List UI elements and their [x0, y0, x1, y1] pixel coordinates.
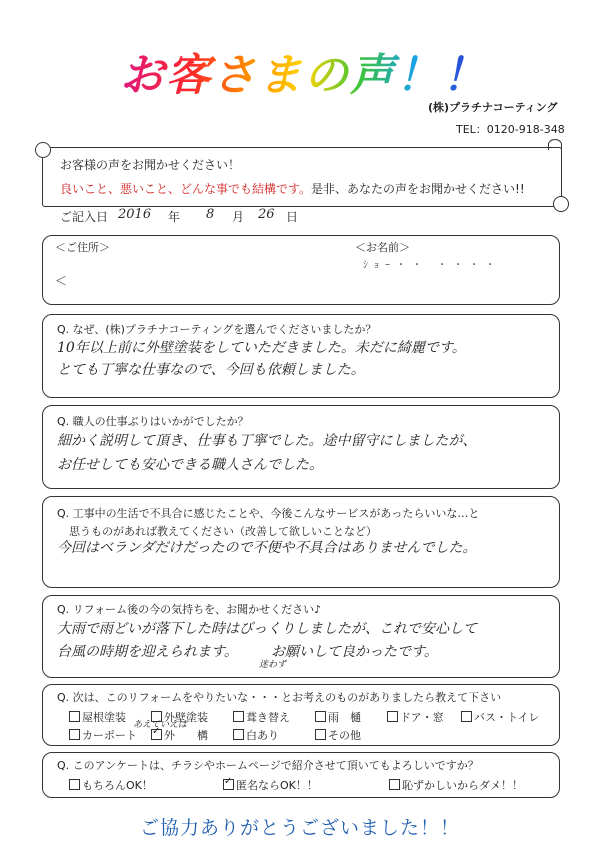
page-title: お客さまの声！！ [120, 46, 520, 106]
checkbox-icon[interactable] [233, 729, 244, 740]
intro-line-1: お客様の声をお聞かせください！ [60, 158, 241, 172]
question-4-box [42, 595, 560, 678]
option-other[interactable]: その他 [315, 727, 361, 743]
question-6-box [42, 752, 560, 798]
checkbox-icon[interactable] [69, 711, 80, 722]
question-4: Q. リフォーム後の今の気持ちを、お聞かせください♪ [57, 603, 322, 616]
answer-1-line-1: 10年以上前に外壁塗装をしていただきました。未だに綺麗です。 [57, 340, 466, 356]
checked-checkbox-icon[interactable] [151, 729, 162, 740]
checkbox-icon[interactable] [387, 711, 398, 722]
intro-highlight: 良いこと、悪いこと、どんな事でも結構です。 [60, 182, 312, 196]
customer-info-box [42, 235, 560, 305]
option-roof-painting[interactable]: 屋根塗装 [69, 709, 126, 725]
phone-number: TEL：0120-918-348 [456, 123, 565, 136]
question-3-line-2: 思うものがあれば教えてください（改善して欲しいことなど） [69, 525, 377, 538]
option-no[interactable]: 恥ずかしいからダメ！！ [389, 777, 523, 793]
checkbox-icon[interactable] [315, 729, 326, 740]
name-value: ｼｮｰ・・ ・・・・ [363, 260, 502, 271]
address-value: ＜ [55, 274, 68, 288]
name-label: ＜お名前＞ [355, 241, 410, 254]
option-exterior[interactable]: ✓ 外 構 [151, 727, 208, 743]
date-day-unit: 日 [286, 210, 299, 224]
option-carport[interactable]: カーポート [69, 727, 137, 743]
answer-4-insertion-note: 迷わず [259, 660, 287, 670]
option-reroofing[interactable]: 葺き替え [233, 709, 290, 725]
scroll-curl [548, 139, 562, 150]
question-1: Q. なぜ、(株)プラチナコーティングを選んでくださいましたか？ [57, 323, 377, 336]
question-3-line-1: Q. 工事中の生活で不具合に感じたことや、今後こんなサービスがあったらいいな…と [57, 507, 480, 520]
date-year-unit: 年 [168, 210, 181, 224]
answer-4-line-2b: お願いして良かったです。 [271, 644, 438, 660]
question-1-box [42, 314, 560, 398]
checkbox-icon[interactable] [461, 711, 472, 722]
answer-4-line-2a: 台風の時期を迎えられます。 [57, 644, 238, 660]
option-termite[interactable]: 白あり [233, 727, 279, 743]
question-5: Q. 次は、このリフォームをやりたいな・・・とお考えのものがありましたら教えて下さい [57, 691, 502, 704]
answer-4-line-1: 大雨で雨どいが落下した時はびっくりしましたが、これで安心して [57, 621, 477, 637]
date-month-unit: 月 [232, 210, 245, 224]
option-note: あえていえば [133, 720, 188, 730]
question-5-box [42, 684, 560, 746]
checkbox-icon[interactable] [233, 711, 244, 722]
checkbox-icon[interactable] [389, 779, 400, 790]
checkbox-icon[interactable] [315, 711, 326, 722]
date-label: ご記入日 [60, 210, 109, 224]
option-anonymous-ok[interactable]: ✓ 匿名ならOK！！ [223, 777, 318, 793]
answer-2-line-2: お任せしても安心できる職人さんでした。 [57, 457, 323, 473]
question-2-box [42, 405, 560, 489]
option-wall-painting[interactable]: 外壁塗装 [151, 709, 208, 725]
checkbox-icon[interactable] [69, 779, 80, 790]
option-ok[interactable]: もちろんOK！ [69, 777, 153, 793]
option-bath-toilet[interactable]: バス・トイレ [461, 709, 539, 725]
intro-request: 是非、あなたの声をお聞かせください!! [311, 182, 525, 196]
answer-3-line-1: 今回はベランダだけだったので不便や不具合はありませんでした。 [57, 540, 477, 556]
checked-checkbox-icon[interactable] [223, 779, 234, 790]
company-name: (株)プラチナコーティング [428, 101, 558, 114]
answer-2-line-1: 細かく説明して頂き、仕事も丁寧でした。途中留守にしましたが、 [57, 433, 477, 449]
date-year: 2016 [118, 207, 152, 222]
thank-you-message: ご協力ありがとうございました！！ [139, 817, 460, 839]
checkbox-icon[interactable] [69, 729, 80, 740]
question-2: Q. 職人の仕事ぶりはいかがでしたか？ [57, 415, 249, 428]
option-gutter[interactable]: 雨 樋 [315, 709, 361, 725]
intro-line-2 [60, 180, 525, 197]
date-month: 8 [206, 207, 215, 222]
answer-1-line-2: とても丁寧な仕事なので、今回も依頼しました。 [57, 362, 365, 378]
date-day: 26 [258, 207, 275, 222]
question-6: Q. このアンケートは、チラシやホームページで紹介させて頂いてもよろしいですか？ [57, 759, 479, 772]
question-3-box [42, 496, 560, 588]
address-label: ＜ご住所＞ [55, 241, 110, 254]
option-door-window[interactable]: ドア・窓 [387, 709, 444, 725]
